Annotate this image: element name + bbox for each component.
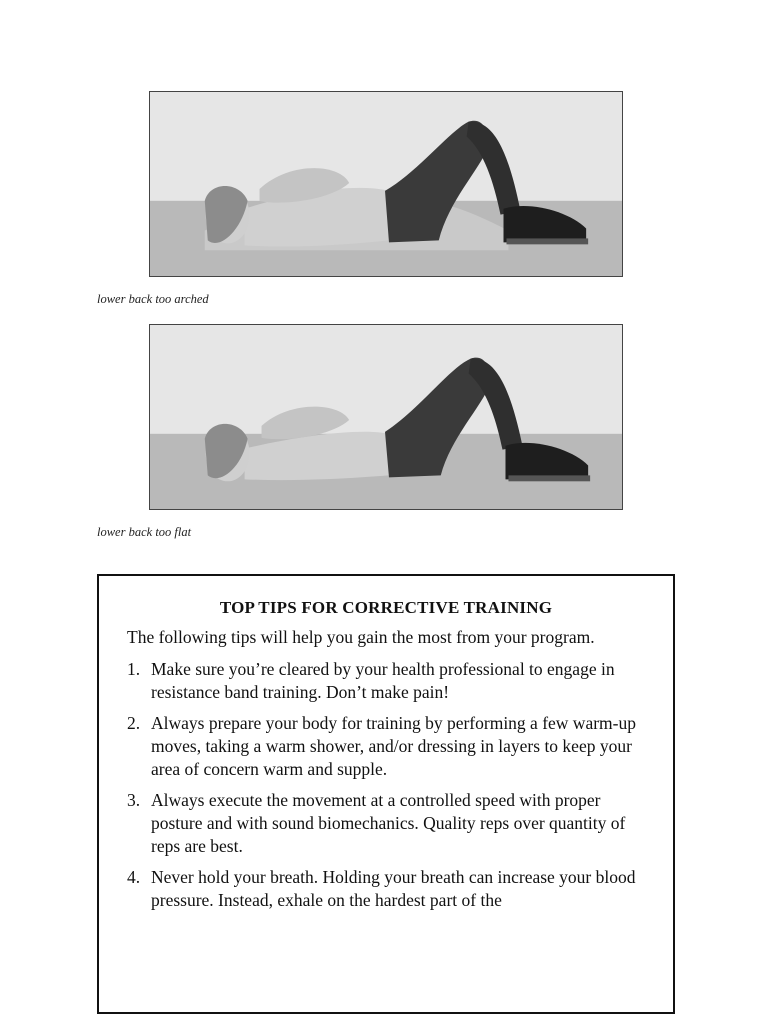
list-item-text: Always execute the movement at a controlled speed with proper posture and with sound biomechanics. Quality reps over quantity of reps are best. [151,790,626,856]
list-item-text: Never hold your breath. Holding your breath can increase your blood pressure. Instead, exhale on the hardest part of the [151,867,636,910]
list-item-number: 2. [127,713,141,733]
list-item-number: 4. [127,867,141,887]
list-item [127,866,645,912]
tips-intro: The following tips will help you gain the most from your program. [127,627,595,647]
figure-caption: lower back too flat [97,525,192,539]
tips-box [97,574,675,1014]
tips-list [127,658,645,912]
list-item-text: Make sure you’re cleared by your health professional to engage in resistance band training. Don’t make pain! [151,659,615,702]
list-item-number: 1. [127,659,141,679]
exercise-photo-flat [149,324,623,510]
list-item [127,712,645,781]
tips-title: TOP TIPS FOR CORRECTIVE TRAINING [219,598,553,617]
figure-caption: lower back too arched [97,292,209,306]
exercise-photo-arched [149,91,623,277]
list-item-text: Always prepare your body for training by performing a few warm-up moves, taking a warm shower, and/or dressing in layers to keep your area of concern warm and supple. [151,713,636,779]
list-item [127,789,645,858]
list-item-number: 3. [127,790,141,810]
list-item [127,658,645,704]
